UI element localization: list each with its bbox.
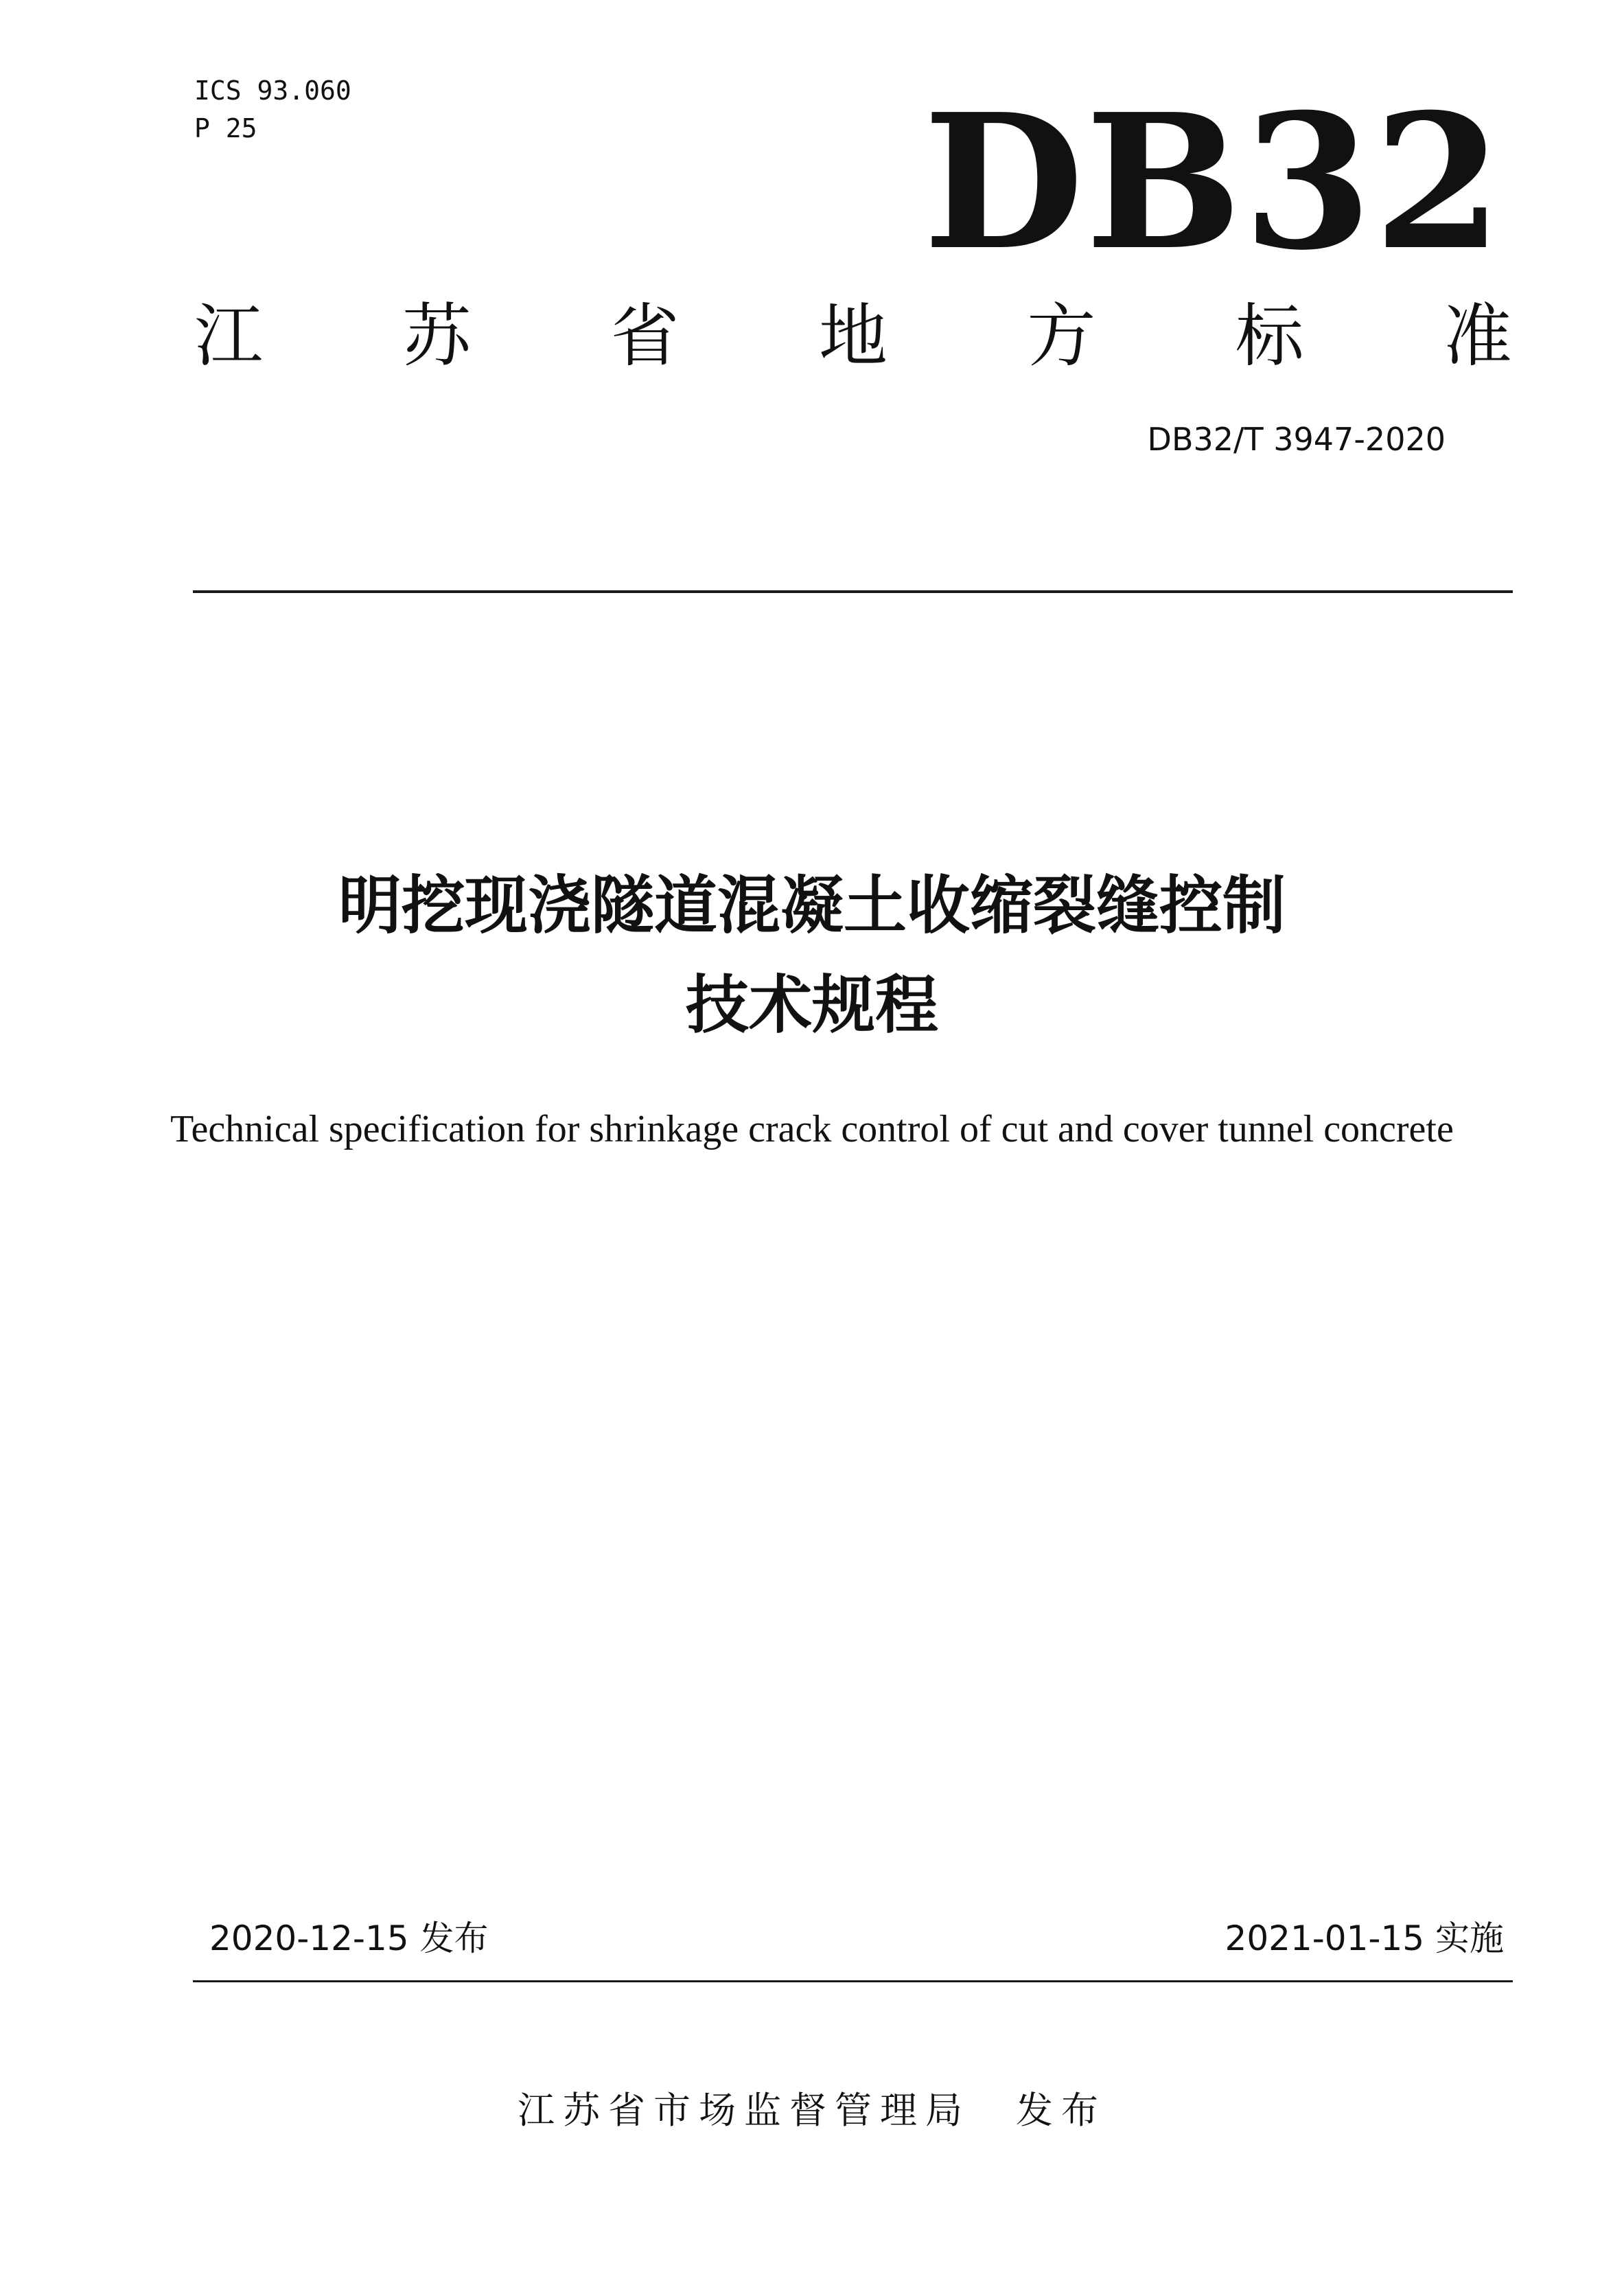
standard-type-char: 省 xyxy=(610,296,680,376)
standard-type-char: 方 xyxy=(1027,296,1096,376)
standard-type-char: 标 xyxy=(1235,296,1304,376)
issue-date: 2020-12-15 发布 xyxy=(209,1918,489,1958)
title-chinese-line1: 明挖现浇隧道混凝土收缩裂缝控制 xyxy=(338,869,1286,942)
standard-type-char: 准 xyxy=(1443,296,1512,376)
standard-number: DB32/T 3947-2020 xyxy=(1147,421,1446,458)
standard-code: DB32 xyxy=(923,73,1504,291)
ccs-code: P 25 xyxy=(194,113,257,143)
title-chinese-line2: 技术规程 xyxy=(685,969,938,1042)
header-divider xyxy=(193,590,1513,593)
footer-divider xyxy=(193,1980,1513,1982)
ics-code: ICS 93.060 xyxy=(194,76,351,106)
implementation-date: 2021-01-15 实施 xyxy=(1225,1918,1504,1958)
title-english: Technical specification for shrinkage crack control of cut and cover tunnel concrete xyxy=(170,1108,1454,1150)
standard-type-char: 地 xyxy=(818,296,888,376)
issuing-authority: 江苏省市场监督管理局 发布 xyxy=(518,2089,1106,2132)
standard-type-char: 苏 xyxy=(402,296,472,376)
standard-type xyxy=(194,295,1512,378)
standard-type-char: 江 xyxy=(194,296,263,376)
